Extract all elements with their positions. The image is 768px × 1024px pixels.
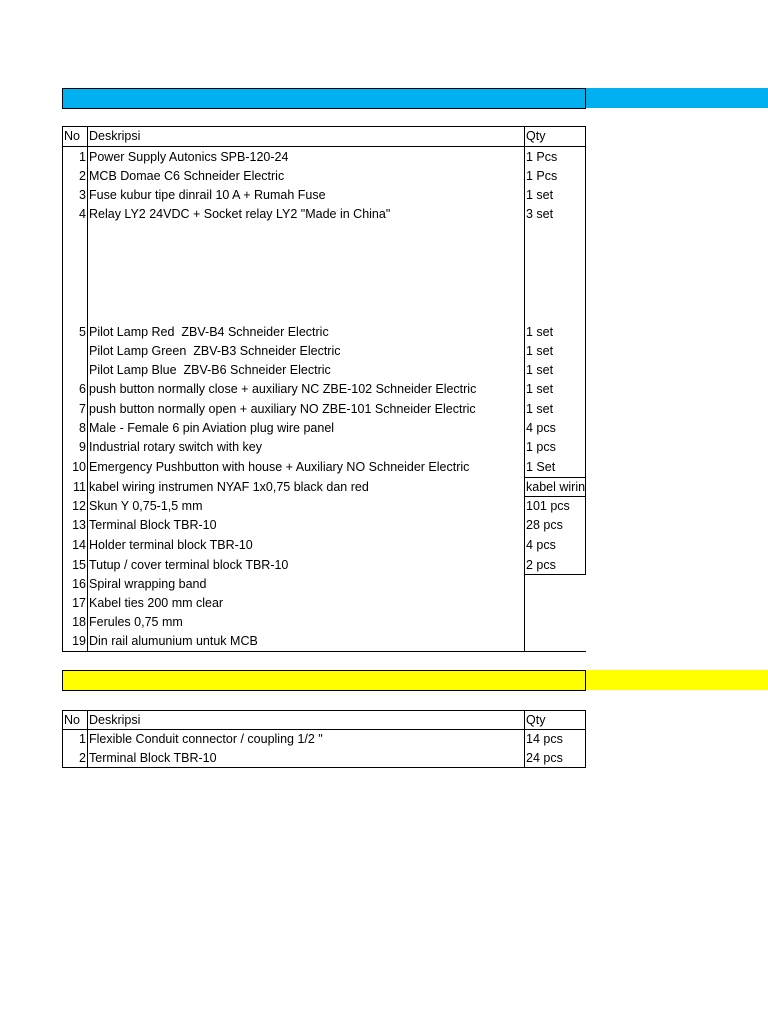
table-row (0, 515, 768, 534)
table-row (0, 204, 768, 223)
table-row (0, 748, 768, 767)
row-quantity: 1 Pcs (526, 150, 558, 164)
row-number: 7 (79, 402, 86, 416)
row-quantity: 4 pcs (526, 421, 556, 435)
table-row (0, 631, 768, 650)
table-row (0, 322, 768, 341)
row-description: Pilot Lamp Green ZBV-B3 Schneider Electric (89, 344, 341, 358)
table-row (0, 496, 768, 515)
row-description: kabel wiring instrumen NYAF 1x0,75 black dan red (89, 480, 369, 494)
row-number: 19 (72, 634, 86, 648)
row-number: 18 (72, 615, 86, 629)
row-number: 8 (79, 421, 86, 435)
row-description: Male - Female 6 pin Aviation plug wire panel (89, 421, 335, 435)
table-row (0, 437, 768, 456)
row-quantity: 1 set (526, 344, 554, 358)
row-quantity: 1 set (526, 188, 554, 202)
row-description: Skun Y 0,75-1,5 mm (89, 499, 203, 513)
row-description: push button normally close + auxiliary NC ZBE-102 Schneider Electric (89, 382, 477, 396)
table-row (0, 574, 768, 593)
table-row (0, 360, 768, 379)
row-quantity: 4 pcs (526, 538, 556, 552)
row-quantity: 2 pcs (526, 558, 556, 572)
row-quantity (525, 612, 585, 631)
row-quantity: 1 Pcs (526, 169, 558, 183)
row-number: 17 (72, 596, 86, 610)
row-number: 1 (79, 732, 86, 746)
section-bar-blue-frame (62, 88, 586, 109)
row-quantity: 1 pcs (526, 440, 556, 454)
row-description: Spiral wrapping band (89, 577, 207, 591)
row-description: Pilot Lamp Blue ZBV-B6 Schneider Electric (89, 363, 331, 377)
row-quantity (525, 593, 585, 612)
row-description: Ferules 0,75 mm (89, 615, 183, 629)
row-number: 1 (79, 150, 86, 164)
row-number: 14 (72, 538, 86, 552)
row-number: 13 (72, 518, 86, 532)
row-number: 9 (79, 440, 86, 454)
column-header-no: No (64, 129, 80, 143)
row-description: Holder terminal block TBR-10 (89, 538, 253, 552)
row-quantity (525, 631, 585, 650)
table-row (0, 729, 768, 748)
row-description: Pilot Lamp Red ZBV-B4 Schneider Electric (89, 325, 329, 339)
column-header-description: Deskripsi (89, 713, 141, 727)
row-quantity: 3 set (526, 207, 554, 221)
table-row (0, 418, 768, 437)
row-quantity: 1 set (526, 402, 554, 416)
row-number: 3 (79, 188, 86, 202)
row-description: Tutup / cover terminal block TBR-10 (89, 558, 289, 572)
row-number (62, 341, 87, 360)
row-number: 4 (79, 207, 86, 221)
section-bar-yellow-frame (62, 670, 586, 691)
row-description: Flexible Conduit connector / coupling 1/2 " (89, 732, 323, 746)
row-description: Emergency Pushbutton with house + Auxiliary NO Schneider Electric (89, 460, 470, 474)
row-description: Power Supply Autonics SPB-120-24 (89, 150, 289, 164)
row-quantity: 101 pcs (526, 499, 570, 513)
column-header-description: Deskripsi (89, 129, 141, 143)
table-row (0, 341, 768, 360)
row-quantity: 1 Set (526, 460, 556, 474)
row-description: Din rail alumunium untuk MCB (89, 634, 258, 648)
row-quantity: kabel wirin (526, 480, 585, 494)
row-quantity: 28 pcs (526, 518, 563, 532)
row-description: Relay LY2 24VDC + Socket relay LY2 "Made in China" (89, 207, 391, 221)
row-number: 5 (79, 325, 86, 339)
table2-header-row (0, 710, 768, 729)
table-row (0, 185, 768, 204)
column-header-qty: Qty (526, 129, 546, 143)
table-row (0, 166, 768, 185)
row-number (62, 360, 87, 379)
row-description: Fuse kubur tipe dinrail 10 A + Rumah Fuse (89, 188, 326, 202)
row-number: 2 (79, 751, 86, 765)
table-row (0, 555, 768, 574)
table-row (0, 593, 768, 612)
row-number: 2 (79, 169, 86, 183)
row-quantity: 1 set (526, 363, 554, 377)
row-description: Terminal Block TBR-10 (89, 751, 217, 765)
row-number: 10 (72, 460, 86, 474)
table-row (0, 457, 768, 476)
row-number: 15 (72, 558, 86, 572)
row-quantity: 1 set (526, 382, 554, 396)
column-header-no: No (64, 713, 80, 727)
row-description: Industrial rotary switch with key (89, 440, 262, 454)
row-quantity: 24 pcs (526, 751, 563, 765)
table-row (0, 399, 768, 418)
column-header-qty: Qty (526, 713, 546, 727)
row-number: 6 (79, 382, 86, 396)
row-description: MCB Domae C6 Schneider Electric (89, 169, 285, 183)
table1-header-row (0, 126, 768, 145)
table-row (0, 477, 768, 496)
row-quantity: 1 set (526, 325, 554, 339)
row-description: Terminal Block TBR-10 (89, 518, 217, 532)
table-row (0, 612, 768, 631)
row-description: Kabel ties 200 mm clear (89, 596, 224, 610)
table-row (0, 379, 768, 398)
row-number: 16 (72, 577, 86, 591)
row-description: push button normally open + auxiliary NO ZBE-101 Schneider Electric (89, 402, 476, 416)
row-number: 11 (73, 480, 86, 494)
row-number: 12 (72, 499, 86, 513)
table-row (0, 535, 768, 554)
row-quantity (525, 574, 585, 593)
row-quantity: 14 pcs (526, 732, 563, 746)
table-row (0, 147, 768, 166)
